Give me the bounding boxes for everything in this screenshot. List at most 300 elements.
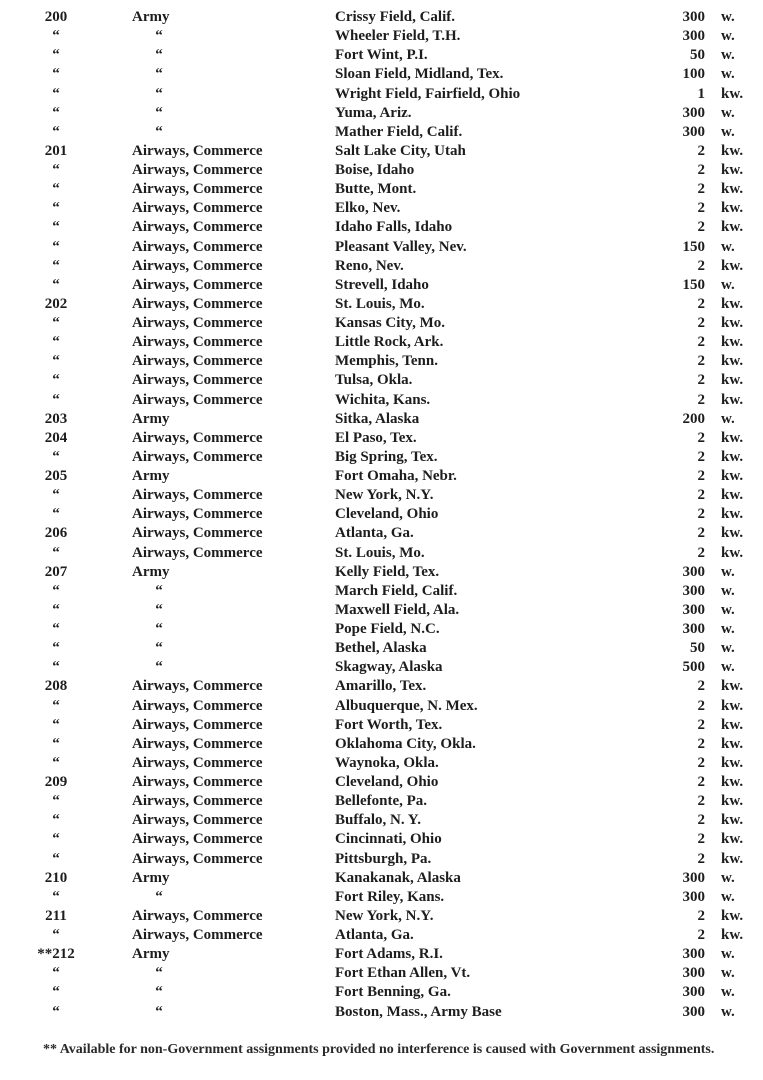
unit-cell: kw. (721, 831, 744, 848)
agency-cell: Airways, Commerce (132, 525, 263, 542)
table-row (0, 601, 763, 620)
frequency-assignment-table (0, 8, 763, 1022)
table-row (0, 677, 763, 696)
table-row (0, 123, 763, 142)
station-cell: Skagway, Alaska (335, 659, 443, 676)
agency-cell: “ (155, 66, 163, 83)
station-cell: Boston, Mass., Army Base (335, 1003, 502, 1020)
table-row (0, 907, 763, 926)
power-cell: 2 (697, 200, 705, 217)
agency-cell: “ (155, 1003, 163, 1020)
power-cell: 150 (682, 238, 705, 255)
station-cell: Mather Field, Calif. (335, 123, 463, 140)
frequency-cell: “ (52, 1003, 60, 1020)
agency-cell: Airways, Commerce (132, 353, 263, 370)
table-row (0, 161, 763, 180)
station-cell: Boise, Idaho (335, 162, 415, 178)
unit-cell: kw. (721, 754, 744, 771)
frequency-cell: “ (52, 353, 60, 370)
station-cell: Amarillo, Tex. (335, 678, 427, 695)
frequency-cell: “ (52, 219, 60, 236)
table-row (0, 371, 763, 390)
agency-cell: “ (155, 123, 163, 140)
table-row (0, 735, 763, 754)
power-cell: 2 (697, 468, 705, 484)
table-row (0, 142, 763, 161)
station-cell: Salt Lake City, Utah (335, 142, 466, 159)
unit-cell: w. (721, 659, 735, 676)
unit-cell: kw. (721, 181, 744, 198)
table-row (0, 850, 763, 869)
agency-cell: Airways, Commerce (132, 487, 263, 504)
frequency-cell: “ (52, 66, 60, 83)
station-cell: Buffalo, N. Y. (335, 812, 421, 829)
frequency-cell: “ (52, 276, 60, 293)
frequency-cell: “ (52, 888, 60, 905)
power-cell: 2 (697, 372, 705, 389)
frequency-cell: 201 (44, 142, 68, 159)
power-cell: 2 (697, 716, 705, 733)
agency-cell: Airways, Commerce (132, 735, 263, 752)
unit-cell: kw. (721, 257, 744, 274)
power-cell: 2 (697, 927, 705, 943)
station-cell: Cleveland, Ohio (335, 774, 439, 790)
frequency-cell: 203 (44, 410, 68, 427)
power-cell: 300 (682, 9, 705, 25)
table-row (0, 295, 763, 314)
power-cell: 300 (682, 984, 705, 1001)
table-row (0, 620, 763, 639)
agency-cell: Airways, Commerce (132, 181, 263, 198)
station-cell: Waynoka, Okla. (335, 754, 439, 771)
station-cell: Fort Omaha, Nebr. (335, 468, 457, 484)
power-cell: 200 (682, 410, 705, 427)
agency-cell: “ (155, 888, 163, 905)
table-row (0, 65, 763, 84)
station-cell: Fort Riley, Kans. (335, 888, 445, 905)
unit-cell: kw. (721, 678, 744, 695)
power-cell: 2 (697, 295, 705, 312)
frequency-cell: “ (52, 257, 60, 274)
station-cell: Pope Field, N.C. (335, 621, 440, 637)
unit-cell: kw. (721, 372, 744, 389)
agency-cell: Army (132, 869, 170, 886)
frequency-cell: **212 (37, 946, 75, 963)
agency-cell: Airways, Commerce (132, 812, 263, 829)
frequency-cell: “ (52, 391, 60, 408)
table-row (0, 218, 763, 237)
power-cell: 300 (682, 582, 705, 599)
unit-cell: w. (721, 621, 735, 637)
power-cell: 2 (697, 429, 705, 446)
table-row (0, 697, 763, 716)
station-cell: Fort Worth, Tex. (335, 716, 443, 733)
frequency-cell: 211 (45, 907, 67, 924)
station-cell: Reno, Nev. (335, 257, 404, 274)
frequency-cell: “ (52, 716, 60, 733)
table-row (0, 238, 763, 257)
power-cell: 100 (682, 66, 705, 83)
table-row (0, 811, 763, 830)
unit-cell: w. (721, 984, 735, 1001)
unit-cell: kw. (721, 487, 744, 504)
unit-cell: kw. (721, 812, 744, 829)
agency-cell: Airways, Commerce (132, 697, 263, 714)
unit-cell: kw. (721, 850, 744, 867)
table-row (0, 888, 763, 907)
agency-cell: Airways, Commerce (132, 200, 263, 217)
station-cell: Albuquerque, N. Mex. (335, 697, 478, 714)
agency-cell: “ (155, 601, 163, 618)
station-cell: Idaho Falls, Idaho (335, 219, 453, 236)
power-cell: 300 (682, 601, 705, 618)
unit-cell: w. (721, 238, 735, 255)
power-cell: 2 (697, 850, 705, 867)
station-cell: Oklahoma City, Okla. (335, 735, 476, 752)
station-cell: Kelly Field, Tex. (335, 563, 440, 580)
frequency-cell: “ (52, 448, 60, 465)
agency-cell: Airways, Commerce (132, 295, 263, 312)
agency-cell: Airways, Commerce (132, 162, 263, 178)
agency-cell: Airways, Commerce (132, 219, 263, 236)
power-cell: 50 (690, 47, 705, 64)
agency-cell: Airways, Commerce (132, 907, 263, 924)
power-cell: 2 (697, 793, 705, 810)
table-row (0, 1003, 763, 1022)
power-cell: 2 (697, 391, 705, 408)
agency-cell: Army (132, 468, 170, 484)
agency-cell: Airways, Commerce (132, 142, 263, 159)
agency-cell: Airways, Commerce (132, 831, 263, 848)
agency-cell: Airways, Commerce (132, 793, 263, 810)
table-row (0, 352, 763, 371)
station-cell: Butte, Mont. (335, 181, 417, 198)
station-cell: Fort Adams, R.I. (335, 946, 443, 963)
power-cell: 2 (697, 544, 705, 561)
unit-cell: w. (721, 123, 735, 140)
power-cell: 300 (682, 1003, 705, 1020)
frequency-cell: 208 (44, 678, 68, 695)
frequency-cell: “ (52, 850, 60, 867)
station-cell: Maxwell Field, Ala. (335, 601, 460, 618)
frequency-cell: “ (52, 104, 60, 121)
table-row (0, 314, 763, 333)
unit-cell: kw. (721, 774, 744, 790)
agency-cell: “ (155, 104, 163, 121)
station-cell: Wheeler Field, T.H. (335, 28, 461, 45)
table-row (0, 792, 763, 811)
frequency-cell: “ (52, 640, 60, 657)
agency-cell: “ (155, 984, 163, 1001)
station-cell: Wright Field, Fairfield, Ohio (335, 85, 521, 102)
station-cell: Big Spring, Tex. (335, 448, 438, 465)
station-cell: Memphis, Tenn. (335, 353, 438, 370)
station-cell: Atlanta, Ga. (335, 927, 414, 943)
agency-cell: “ (155, 28, 163, 45)
unit-cell: w. (721, 640, 735, 657)
frequency-cell: 205 (44, 468, 68, 484)
frequency-cell: “ (52, 927, 60, 943)
frequency-cell: 200 (44, 9, 68, 25)
power-cell: 2 (697, 257, 705, 274)
power-cell: 2 (697, 487, 705, 504)
table-row (0, 754, 763, 773)
unit-cell: w. (721, 28, 735, 45)
table-row (0, 199, 763, 218)
agency-cell: Airways, Commerce (132, 754, 263, 771)
station-cell: St. Louis, Mo. (335, 544, 425, 561)
station-cell: Fort Ethan Allen, Vt. (335, 965, 471, 982)
table-row (0, 869, 763, 888)
unit-cell: kw. (721, 448, 744, 465)
unit-cell: w. (721, 869, 735, 886)
table-row (0, 8, 763, 27)
agency-cell: Airways, Commerce (132, 372, 263, 389)
frequency-cell: “ (52, 315, 60, 331)
agency-cell: Airways, Commerce (132, 276, 263, 293)
unit-cell: w. (721, 1003, 735, 1020)
frequency-cell: “ (52, 47, 60, 64)
agency-cell: “ (155, 47, 163, 64)
table-row (0, 505, 763, 524)
frequency-cell: “ (52, 200, 60, 217)
footnote: ** Available for non-Government assignments provided no interference is caused with Government assignments. (43, 1042, 715, 1057)
station-cell: Sloan Field, Midland, Tex. (335, 66, 504, 83)
frequency-cell: “ (52, 984, 60, 1001)
power-cell: 2 (697, 448, 705, 465)
power-cell: 2 (697, 735, 705, 752)
frequency-cell: “ (52, 123, 60, 140)
unit-cell: kw. (721, 793, 744, 810)
table-row (0, 276, 763, 295)
table-row (0, 524, 763, 543)
agency-cell: Airways, Commerce (132, 774, 263, 790)
table-row (0, 27, 763, 46)
frequency-cell: “ (52, 544, 60, 561)
frequency-cell: “ (52, 621, 60, 637)
table-row (0, 333, 763, 352)
power-cell: 2 (697, 907, 705, 924)
power-cell: 2 (697, 353, 705, 370)
frequency-cell: “ (52, 582, 60, 599)
frequency-cell: “ (52, 238, 60, 255)
agency-cell: Airways, Commerce (132, 391, 263, 408)
power-cell: 2 (697, 774, 705, 790)
unit-cell: w. (721, 66, 735, 83)
frequency-cell: 209 (44, 774, 68, 790)
table-row (0, 391, 763, 410)
station-cell: Sitka, Alaska (335, 410, 420, 427)
station-cell: Yuma, Ariz. (335, 104, 412, 121)
power-cell: 2 (697, 219, 705, 236)
table-row (0, 983, 763, 1002)
table-row (0, 104, 763, 123)
unit-cell: w. (721, 888, 735, 905)
unit-cell: w. (721, 9, 735, 25)
table-row (0, 85, 763, 104)
unit-cell: kw. (721, 506, 744, 523)
agency-cell: Airways, Commerce (132, 678, 263, 695)
unit-cell: w. (721, 410, 735, 427)
power-cell: 300 (682, 869, 705, 886)
agency-cell: “ (155, 659, 163, 676)
unit-cell: w. (721, 946, 735, 963)
power-cell: 2 (697, 754, 705, 771)
frequency-cell: “ (52, 697, 60, 714)
unit-cell: w. (721, 47, 735, 64)
station-cell: Pleasant Valley, Nev. (335, 238, 467, 255)
frequency-cell: “ (52, 85, 60, 102)
station-cell: Pittsburgh, Pa. (335, 850, 432, 867)
table-row (0, 926, 763, 945)
agency-cell: Airways, Commerce (132, 334, 263, 351)
station-cell: Atlanta, Ga. (335, 525, 414, 542)
table-row (0, 180, 763, 199)
table-row (0, 563, 763, 582)
unit-cell: w. (721, 582, 735, 599)
agency-cell: Airways, Commerce (132, 448, 263, 465)
unit-cell: kw. (721, 525, 744, 542)
frequency-cell: “ (52, 793, 60, 810)
power-cell: 50 (690, 640, 705, 657)
station-cell: Wichita, Kans. (335, 391, 431, 408)
table-row (0, 448, 763, 467)
agency-cell: Army (132, 563, 170, 580)
table-row (0, 582, 763, 601)
station-cell: Fort Wint, P.I. (335, 47, 428, 64)
unit-cell: kw. (721, 219, 744, 236)
frequency-cell: “ (52, 831, 60, 848)
frequency-cell: “ (52, 28, 60, 45)
agency-cell: Airways, Commerce (132, 927, 263, 943)
table-row (0, 964, 763, 983)
power-cell: 2 (697, 812, 705, 829)
unit-cell: kw. (721, 391, 744, 408)
table-row (0, 830, 763, 849)
frequency-cell: 204 (44, 429, 68, 446)
station-cell: Cleveland, Ohio (335, 506, 439, 523)
station-cell: Elko, Nev. (335, 200, 401, 217)
station-cell: Kansas City, Mo. (335, 315, 446, 331)
frequency-cell: “ (52, 506, 60, 523)
frequency-cell: “ (52, 965, 60, 982)
unit-cell: kw. (721, 85, 744, 102)
unit-cell: kw. (721, 716, 744, 733)
power-cell: 300 (682, 888, 705, 905)
station-cell: March Field, Calif. (335, 582, 458, 599)
unit-cell: kw. (721, 200, 744, 217)
table-row (0, 639, 763, 658)
station-cell: Little Rock, Ark. (335, 334, 444, 351)
agency-cell: “ (155, 965, 163, 982)
power-cell: 300 (682, 28, 705, 45)
unit-cell: kw. (721, 429, 744, 446)
unit-cell: kw. (721, 334, 744, 351)
table-row (0, 410, 763, 429)
station-cell: El Paso, Tex. (335, 429, 417, 446)
table-row (0, 429, 763, 448)
unit-cell: kw. (721, 162, 744, 178)
station-cell: Strevell, Idaho (335, 276, 429, 293)
unit-cell: w. (721, 601, 735, 618)
power-cell: 300 (682, 946, 705, 963)
table-row (0, 486, 763, 505)
frequency-cell: “ (52, 735, 60, 752)
unit-cell: w. (721, 104, 735, 121)
power-cell: 1 (697, 85, 705, 102)
power-cell: 2 (697, 142, 705, 159)
agency-cell: Airways, Commerce (132, 716, 263, 733)
table-row (0, 257, 763, 276)
station-cell: Tulsa, Okla. (335, 372, 413, 389)
power-cell: 300 (682, 104, 705, 121)
power-cell: 2 (697, 334, 705, 351)
power-cell: 500 (682, 659, 705, 676)
power-cell: 2 (697, 162, 705, 178)
unit-cell: kw. (721, 142, 744, 159)
frequency-cell: 202 (44, 295, 68, 312)
power-cell: 300 (682, 965, 705, 982)
table-row (0, 544, 763, 563)
power-cell: 2 (697, 831, 705, 848)
frequency-cell: “ (52, 162, 60, 178)
agency-cell: Army (132, 946, 170, 963)
frequency-cell: “ (52, 181, 60, 198)
station-cell: Cincinnati, Ohio (335, 831, 442, 848)
power-cell: 2 (697, 315, 705, 331)
unit-cell: kw. (721, 315, 744, 331)
agency-cell: Army (132, 410, 170, 427)
frequency-cell: “ (52, 601, 60, 618)
table-row (0, 467, 763, 486)
frequency-cell: “ (52, 812, 60, 829)
power-cell: 150 (682, 276, 705, 293)
frequency-cell: “ (52, 659, 60, 676)
agency-cell: Airways, Commerce (132, 506, 263, 523)
unit-cell: kw. (721, 468, 744, 484)
agency-cell: “ (155, 85, 163, 102)
frequency-cell: “ (52, 754, 60, 771)
agency-cell: Airways, Commerce (132, 850, 263, 867)
agency-cell: Airways, Commerce (132, 544, 263, 561)
unit-cell: kw. (721, 353, 744, 370)
agency-cell: Airways, Commerce (132, 257, 263, 274)
unit-cell: kw. (721, 927, 744, 943)
agency-cell: “ (155, 640, 163, 657)
power-cell: 2 (697, 697, 705, 714)
power-cell: 2 (697, 181, 705, 198)
power-cell: 300 (682, 621, 705, 637)
power-cell: 2 (697, 506, 705, 523)
station-cell: Fort Benning, Ga. (335, 984, 451, 1001)
frequency-cell: 206 (44, 525, 68, 542)
agency-cell: Airways, Commerce (132, 315, 263, 331)
station-cell: Bethel, Alaska (335, 640, 427, 657)
unit-cell: kw. (721, 735, 744, 752)
agency-cell: “ (155, 582, 163, 599)
agency-cell: Airways, Commerce (132, 429, 263, 446)
table-row (0, 773, 763, 792)
agency-cell: Army (132, 9, 170, 25)
power-cell: 2 (697, 525, 705, 542)
frequency-cell: “ (52, 487, 60, 504)
table-row (0, 658, 763, 677)
unit-cell: w. (721, 276, 735, 293)
unit-cell: kw. (721, 295, 744, 312)
unit-cell: w. (721, 965, 735, 982)
station-cell: Bellefonte, Pa. (335, 793, 428, 810)
station-cell: New York, N.Y. (335, 907, 434, 924)
